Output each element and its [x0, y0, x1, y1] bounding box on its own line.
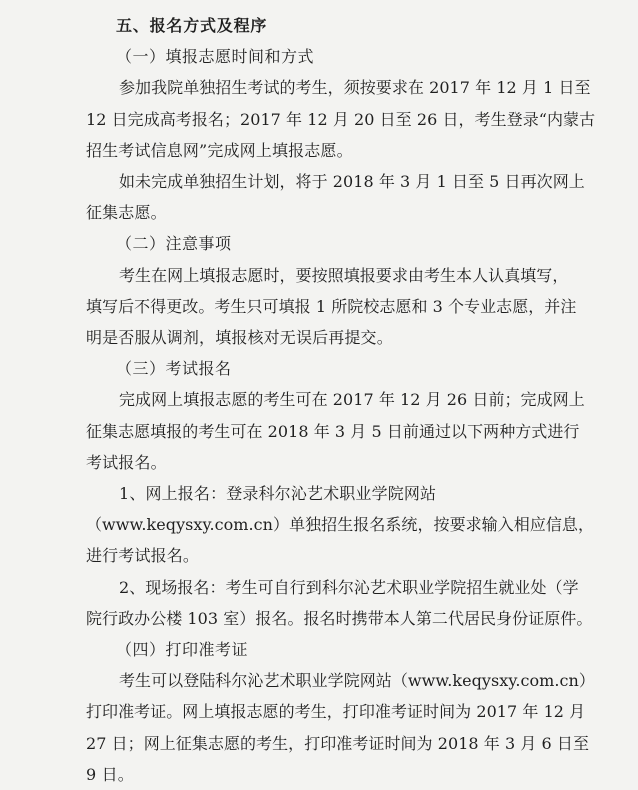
paragraph-line: 1、网上报名：登录科尔沁艺术职业学院网站	[119, 484, 437, 504]
paragraph-line: 考生在网上填报志愿时，要按照填报要求由考生本人认真填写，	[119, 265, 569, 285]
paragraph-line: 院行政办公楼 103 室）报名。报名时携带本人第二代居民身份证原件。	[86, 608, 593, 628]
paragraph-line: 招生考试信息网”完成网上填报志愿。	[86, 140, 353, 160]
paragraph-line: 参加我院单独招生考试的考生，须按要求在 2017 年 12 月 1 日至	[119, 78, 591, 98]
paragraph-line: 27 日；网上征集志愿的考生，打印准考证时间为 2018 年 3 月 6 日至	[86, 733, 589, 753]
paragraph-line: 9 日。	[86, 764, 134, 784]
subsection-title-2: （二）注意事项	[116, 234, 232, 254]
paragraph-line: 打印准考证。网上填报志愿的考生，打印准考证时间为 2017 年 12 月	[86, 702, 586, 722]
paragraph-line: 完成网上填报志愿的考生可在 2017 年 12 月 26 日前；完成网上	[119, 390, 585, 410]
paragraph-line: 如未完成单独招生计划，将于 2018 年 3 月 1 日至 5 日再次网上	[119, 172, 585, 192]
paragraph-line: 进行考试报名。	[86, 546, 200, 566]
paragraph-line: 考试报名。	[86, 452, 167, 472]
paragraph-line: 填写后不得更改。考生只可填报 1 所院校志愿和 3 个专业志愿，并注	[86, 296, 577, 316]
paragraph-line: 征集志愿填报的考生可在 2018 年 3 月 5 日前通过以下两种方式进行	[86, 421, 580, 441]
subsection-title-1: （一）填报志愿时间和方式	[116, 47, 315, 67]
section-heading: 五、报名方式及程序	[116, 16, 268, 35]
paragraph-line: 2、现场报名：考生可自行到科尔沁艺术职业学院招生就业处（学	[119, 577, 579, 597]
subsection-title-3: （三）考试报名	[116, 359, 232, 379]
paragraph-line: （www.keqysxy.com.cn）单独招生报名系统，按要求输入相应信息，	[86, 515, 595, 535]
subsection-title-4: （四）打印准考证	[116, 640, 249, 660]
paragraph-line: 考生可以登陆科尔沁艺术职业学院网站（www.keqysxy.com.cn）	[119, 671, 595, 691]
paragraph-line: 12 日完成高考报名；2017 年 12 月 20 日至 26 日，考生登录“内蒙古	[86, 109, 596, 129]
paragraph-line: 征集志愿。	[86, 203, 167, 223]
paragraph-line: 明是否服从调剂，填报核对无误后再提交。	[86, 328, 393, 348]
